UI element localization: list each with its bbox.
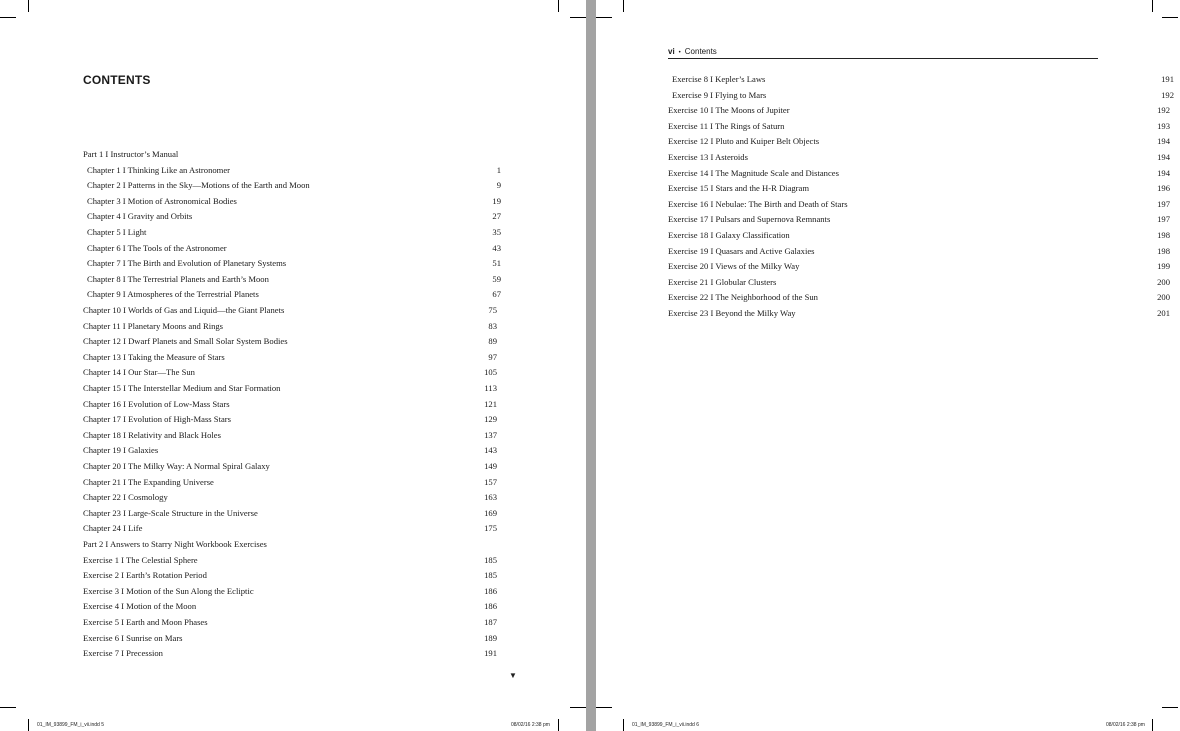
crop-mark: [28, 0, 29, 12]
toc-entry: [83, 350, 563, 364]
toc-entry-title: Chapter 18 I Relativity and Black Holes: [83, 429, 221, 440]
toc-entry: [668, 306, 1170, 320]
toc-entry-page: 185: [484, 554, 497, 565]
toc-entry: [668, 228, 1170, 242]
toc-entry-title: Exercise 9 I Flying to Mars: [672, 89, 767, 100]
toc-entry-page: 129: [484, 414, 497, 425]
toc-entry: [83, 459, 563, 473]
toc-entry-page: 105: [484, 367, 497, 378]
toc-entry-title: Exercise 20 I Views of the Milky Way: [668, 261, 800, 272]
toc-entry: [87, 225, 567, 239]
toc-entry-page: 194: [1157, 152, 1170, 162]
toc-entry: [83, 490, 563, 504]
toc-entry: [672, 88, 1174, 102]
toc-entry-page: 83: [488, 320, 497, 331]
slug-date: 08/02/16 2:38 pm: [1106, 722, 1145, 728]
toc-entry-title: Exercise 12 I Pluto and Kuiper Belt Objects: [668, 136, 820, 147]
toc-entry: [83, 412, 563, 426]
toc-entry-title: Chapter 1 I Thinking Like an Astronomer: [87, 164, 231, 175]
crop-mark: [1152, 0, 1153, 12]
toc-entry: [83, 584, 563, 598]
slug-filename: 01_IM_93899_FM_i_vii.indd 5: [37, 722, 104, 728]
crop-mark: [596, 17, 612, 18]
toc-entry-title: Exercise 7 I Precession: [83, 648, 163, 659]
toc-entry: [668, 244, 1170, 258]
toc-entry-title: Exercise 4 I Motion of the Moon: [83, 601, 197, 612]
toc-entry-title: Exercise 2 I Earth’s Rotation Period: [83, 570, 207, 581]
toc-entry: [87, 256, 567, 270]
toc-entry: [83, 631, 563, 645]
crop-mark: [623, 0, 624, 12]
toc-entry-page: 201: [1157, 308, 1170, 318]
toc-entry-page: 67: [492, 289, 501, 300]
toc-entry-title: Chapter 3 I Motion of Astronomical Bodies: [87, 195, 237, 206]
toc-entry-title: Chapter 23 I Large-Scale Structure in the Universe: [83, 507, 258, 518]
toc-entry: [83, 428, 563, 442]
toc-entry-page: 97: [488, 351, 497, 362]
toc-entry: [668, 290, 1170, 304]
separator-icon: •: [678, 50, 681, 56]
toc-entry: [83, 521, 563, 535]
toc-entry-page: 198: [1157, 245, 1170, 256]
crop-mark: [558, 719, 559, 731]
toc-entry: [83, 506, 563, 520]
toc-entry-page: 27: [492, 211, 501, 222]
toc-entry-title: Part 2 I Answers to Starry Night Workbook Exercises: [83, 539, 267, 549]
toc-entry-page: 9: [496, 180, 501, 191]
toc-entry-title: Exercise 17 I Pulsars and Supernova Remnants: [668, 214, 831, 225]
toc-entry: [83, 475, 563, 489]
toc-entry-title: Chapter 13 I Taking the Measure of Stars: [83, 351, 225, 362]
toc-entry-title: Chapter 14 I Our Star—The Sun: [83, 367, 195, 378]
toc-entry-page: 186: [484, 585, 497, 596]
toc-entry-page: 193: [1157, 120, 1170, 131]
toc-entry-title: Chapter 5 I Light: [87, 227, 147, 237]
toc-entry-page: 59: [492, 273, 501, 284]
crop-mark: [623, 719, 624, 731]
toc-entry: [83, 319, 563, 333]
contents-heading: CONTENTS: [83, 73, 151, 87]
toc-entry: [668, 166, 1170, 180]
toc-entry: [83, 553, 563, 567]
toc-entry-page: 200: [1157, 276, 1170, 287]
toc-entry: [87, 178, 567, 192]
toc-entry: [672, 72, 1174, 86]
crop-mark: [570, 17, 586, 18]
toc-entry-title: Exercise 3 I Motion of the Sun Along the Ecliptic: [83, 585, 254, 596]
crop-mark: [1152, 719, 1153, 731]
toc-entry: [668, 197, 1170, 211]
toc-entry-title: Exercise 18 I Galaxy Classification: [668, 230, 790, 240]
toc-entry-title: Chapter 6 I The Tools of the Astronomer: [87, 242, 227, 253]
crop-mark: [570, 707, 586, 708]
toc-entry-page: 186: [484, 601, 497, 612]
toc-entry-title: Exercise 11 I The Rings of Saturn: [668, 120, 785, 131]
crop-mark: [596, 707, 612, 708]
toc-entry: [668, 150, 1170, 164]
toc-entry-page: 192: [1161, 89, 1174, 100]
toc-entry-title: Exercise 23 I Beyond the Milky Way: [668, 308, 796, 318]
toc-entry-page: 51: [492, 258, 501, 269]
toc-entry: [83, 397, 563, 411]
folio: vi: [668, 47, 675, 56]
toc-entry-title: Exercise 8 I Kepler’s Laws: [672, 74, 766, 84]
toc-entry-title: Exercise 14 I The Magnitude Scale and Distances: [668, 167, 839, 178]
toc-entry: [87, 194, 567, 208]
toc-entry: [87, 287, 567, 301]
toc-entry: [87, 272, 567, 286]
crop-mark: [0, 17, 16, 18]
toc-entry-title: Chapter 2 I Patterns in the Sky—Motions of the Earth and Moon: [87, 180, 310, 191]
toc-entry: [668, 134, 1170, 148]
toc-entry-page: 198: [1157, 230, 1170, 240]
toc-entry: [83, 568, 563, 582]
toc-entry-title: Chapter 9 I Atmospheres of the Terrestrial Planets: [87, 289, 259, 300]
toc-entry-page: 192: [1157, 105, 1170, 116]
right-page: [596, 0, 1180, 731]
toc-entry-title: Exercise 22 I The Neighborhood of the Sun: [668, 292, 818, 303]
toc-entry: [83, 303, 563, 317]
toc-entry: [87, 163, 567, 177]
toc-entry-page: 197: [1157, 198, 1170, 209]
continue-arrow-icon: ▼: [509, 671, 517, 680]
toc-entry-title: Exercise 21 I Globular Clusters: [668, 276, 777, 287]
toc-entry-page: 175: [484, 523, 497, 534]
toc-entry-title: Chapter 21 I The Expanding Universe: [83, 476, 214, 487]
toc-entry: [87, 209, 567, 223]
running-head: [668, 46, 1098, 59]
toc-entry-page: 200: [1157, 292, 1170, 303]
toc-entry-page: 187: [484, 617, 497, 627]
crop-mark: [28, 719, 29, 731]
crop-mark: [0, 707, 16, 708]
crop-mark: [1162, 707, 1178, 708]
toc-entry-title: Part 1 I Instructor’s Manual: [83, 149, 179, 159]
toc-entry: [83, 615, 563, 629]
toc-entry-title: Chapter 12 I Dwarf Planets and Small Solar System Bodies: [83, 336, 288, 347]
toc-entry-title: Chapter 11 I Planetary Moons and Rings: [83, 320, 224, 331]
toc-entry-page: 75: [488, 305, 497, 315]
toc-entry-title: Chapter 7 I The Birth and Evolution of Planetary Systems: [87, 258, 287, 269]
toc-entry: [83, 381, 563, 395]
toc-entry-page: 197: [1157, 214, 1170, 225]
toc-entry-title: Chapter 22 I Cosmology: [83, 492, 168, 503]
crop-mark: [1162, 17, 1178, 18]
toc-entry-title: Chapter 19 I Galaxies: [83, 445, 159, 456]
toc-entry-title: Exercise 15 I Stars and the H-R Diagram: [668, 183, 810, 194]
toc-entry-page: 19: [492, 195, 501, 206]
toc-entry-title: Exercise 1 I The Celestial Sphere: [83, 554, 198, 565]
toc-entry: [668, 103, 1170, 117]
toc-entry: [668, 119, 1170, 133]
toc-entry: [83, 599, 563, 613]
running-title: Contents: [684, 47, 717, 56]
toc-entry-page: 199: [1157, 261, 1170, 272]
toc-entry-title: Exercise 6 I Sunrise on Mars: [83, 632, 183, 643]
toc-entry-title: Exercise 13 I Asteroids: [668, 152, 748, 162]
toc-entry: [83, 365, 563, 379]
toc-entry-page: 149: [484, 461, 497, 471]
toc-entry-title: Chapter 20 I The Milky Way: A Normal Spiral Galaxy: [83, 461, 270, 471]
toc-entry: [83, 646, 563, 660]
toc-entry: [668, 259, 1170, 273]
toc-entry-title: Chapter 24 I Life: [83, 523, 143, 534]
toc-entry-page: 157: [484, 476, 497, 487]
toc-entry-title: Exercise 19 I Quasars and Active Galaxies: [668, 245, 815, 256]
toc-entry-page: 169: [484, 507, 497, 518]
toc-entry-page: 113: [484, 383, 497, 393]
toc-entry: [83, 537, 563, 551]
toc-entry-page: 121: [484, 398, 497, 409]
left-page: [0, 0, 586, 731]
toc-entry-page: 191: [484, 648, 497, 659]
toc-entry-page: 163: [484, 492, 497, 503]
crop-mark: [558, 0, 559, 12]
toc-entry: [87, 241, 567, 255]
toc-entry-page: 189: [484, 632, 497, 643]
slug-date: 08/02/16 2:38 pm: [511, 722, 550, 728]
toc-entry-page: 1: [496, 164, 501, 175]
toc-entry-page: 194: [1157, 136, 1170, 147]
toc-entry-title: Chapter 10 I Worlds of Gas and Liquid—the Giant Planets: [83, 305, 285, 315]
toc-entry-title: Chapter 8 I The Terrestrial Planets and Earth’s Moon: [87, 273, 269, 284]
toc-entry-page: 143: [484, 445, 497, 456]
toc-entry-title: Chapter 17 I Evolution of High-Mass Stars: [83, 414, 231, 425]
toc-entry-title: Chapter 15 I The Interstellar Medium and Star Formation: [83, 383, 281, 393]
toc-entry-page: 35: [492, 227, 501, 237]
toc-entry-page: 191: [1161, 74, 1174, 84]
toc-entry-page: 185: [484, 570, 497, 581]
toc-entry: [83, 443, 563, 457]
toc-entry-page: 194: [1157, 167, 1170, 178]
toc-entry: [668, 275, 1170, 289]
toc-entry-page: 137: [484, 429, 497, 440]
toc-entry-title: Chapter 4 I Gravity and Orbits: [87, 211, 193, 222]
toc-entry: [668, 181, 1170, 195]
toc-entry-page: 89: [488, 336, 497, 347]
toc-entry: [668, 212, 1170, 226]
toc-entry-title: Exercise 5 I Earth and Moon Phases: [83, 617, 208, 627]
toc-entry-title: Exercise 16 I Nebulae: The Birth and Death of Stars: [668, 198, 848, 209]
slug-filename: 01_IM_93899_FM_i_vii.indd 6: [632, 722, 699, 728]
toc-entry-page: 43: [492, 242, 501, 253]
spread-gutter: [586, 0, 596, 731]
toc-entry: [83, 147, 563, 161]
toc-entry-title: Exercise 10 I The Moons of Jupiter: [668, 105, 790, 116]
toc-entry-title: Chapter 16 I Evolution of Low-Mass Stars: [83, 398, 230, 409]
toc-entry-page: 196: [1157, 183, 1170, 194]
toc-entry: [83, 334, 563, 348]
